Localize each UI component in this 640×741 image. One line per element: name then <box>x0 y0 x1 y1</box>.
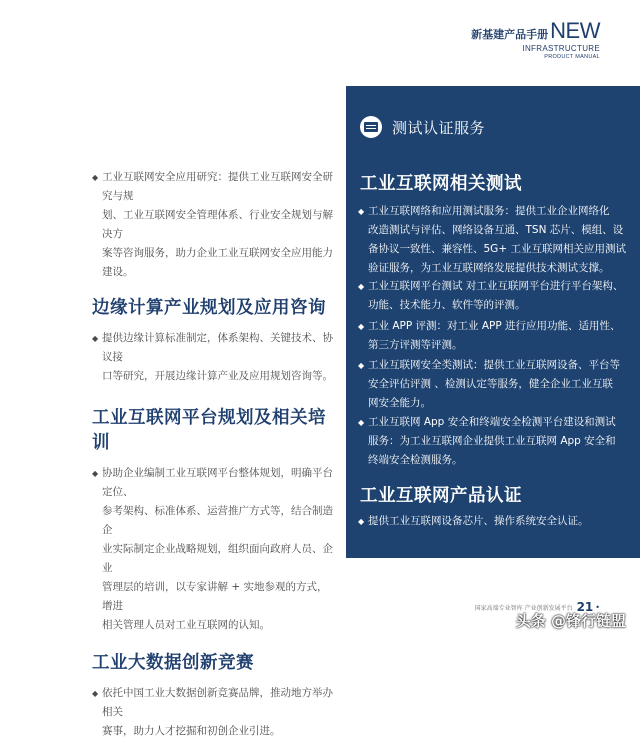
bullet-diamond-icon: ◆ <box>92 689 99 698</box>
bullet-diamond-icon: ◆ <box>358 517 365 526</box>
bullet-diamond-icon: ◆ <box>358 418 365 427</box>
service-badge-icon <box>360 116 382 138</box>
edge-computing-paragraph: ◆ 提供边缘计算标准制定，体系架构、关键技术、协议接 口等研究，开展边缘计算产业及应用规划咨询等。 <box>92 329 334 386</box>
test-item-app: ◆ 工业 APP 评测：对工业 APP 进行应用功能、适用性、 第三方评测等评测。 <box>358 317 630 355</box>
page-number: 21 <box>576 600 594 614</box>
footer-tagline: 国家高端专业智库 产业创新发展平台 <box>474 604 573 612</box>
bullet-diamond-icon: ◆ <box>358 322 365 331</box>
bullet-diamond-icon: ◆ <box>358 361 365 370</box>
bullet-diamond-icon: ◆ <box>358 282 365 291</box>
testing-certification-panel <box>346 86 640 558</box>
panel-heading: 测试认证服务 <box>392 118 486 137</box>
test-item-security: ◆ 工业互联网安全类测试：提供工业互联网设备、平台等 安全评估评测 、检测认定等服务，健全企业工业互联 网安全能力。 <box>358 356 630 413</box>
big-data-contest-paragraph: ◆ 依托中国工业大数据创新竞赛品牌，推动地方举办相关 赛事，助力人才挖掘和初创企业引进。 <box>92 684 334 741</box>
manual-title-new: NEW <box>550 18 600 43</box>
cert-item-chip-os: ◆ 提供工业互联网设备芯片、操作系统安全认证。 <box>358 512 630 531</box>
source-watermark: 头条 @锋行链盟 <box>515 612 626 630</box>
test-item-platform: ◆ 工业互联网平台测试 对工业互联网平台进行平台架构、 功能、技术能力、软件等的评测。 <box>358 277 630 315</box>
panel-header <box>360 116 485 138</box>
test-item-app-terminal-security: ◆ 工业互联网 App 安全和终端安全检测平台建设和测试 服务：为工业互联网企业提供工业互联网 App 安全和 终端安全检测服务。 <box>358 413 630 470</box>
bullet-diamond-icon: ◆ <box>92 334 99 343</box>
manual-subtitle-product-manual: PRODUCT MANUAL <box>544 54 600 60</box>
test-item-network: ◆ 工业互联网络和应用测试服务：提供工业企业网络化 改造测试与评估、网络设备互通、TSN 芯片、模组、设 备协议一致性、兼容性、5G+ 工业互联网相关应用测试 验证服务，为工业互联网络发展提供技术测试支撑。 <box>358 202 630 278</box>
header <box>471 20 600 60</box>
page-number-dot: • <box>595 602 600 612</box>
bullet-diamond-icon: ◆ <box>92 469 99 478</box>
section-title-big-data-contest: 工业大数据创新竞赛 <box>92 653 254 673</box>
section-title-related-tests: 工业互联网相关测试 <box>360 174 522 194</box>
bullet-diamond-icon: ◆ <box>92 173 99 182</box>
manual-subtitle-infrastructure: INFRASTRUCTURE <box>522 44 600 53</box>
section-title-product-certification: 工业互联网产品认证 <box>360 486 522 506</box>
section-title-edge-computing: 边缘计算产业规划及应用咨询 <box>92 298 326 318</box>
section-title-platform-planning: 工业互联网平台规划及相关培训 <box>92 408 326 453</box>
intro-paragraph: ◆ 工业互联网安全应用研究：提供工业互联网安全研究与规 划、工业互联网安全管理体系、行业安全规划与解决方 案等咨询服务，助力企业工业互联网安全应用能力建设。 <box>92 168 334 282</box>
left-column <box>92 168 334 741</box>
bullet-diamond-icon: ◆ <box>358 207 365 216</box>
manual-title-cn: 新基建产品手册 <box>471 28 549 41</box>
platform-planning-paragraph: ◆ 协助企业编制工业互联网平台整体规划，明确平台定位、 参考架构、标准体系、运营推广方式等，结合制造企 业实际制定企业战略规划，组织面向政府人员、企业 管理层的培训，以专家讲解 + 实地参观的方式，增进 相关管理人员对工业互联网的认知。 <box>92 464 334 635</box>
